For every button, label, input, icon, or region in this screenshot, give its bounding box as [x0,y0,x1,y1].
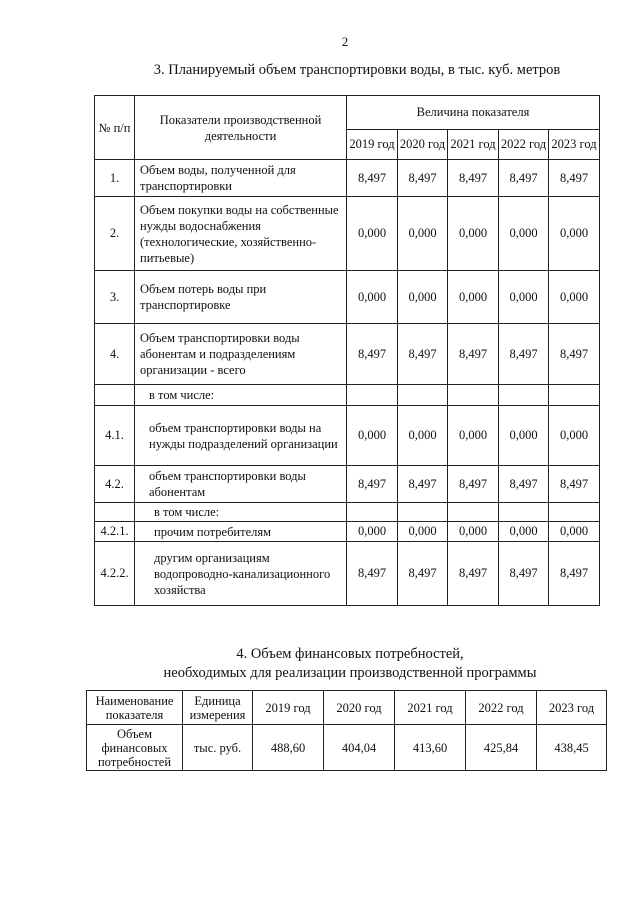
row-value: 0,000 [448,522,499,542]
row-name: в том числе: [135,503,347,522]
row-value: 8,497 [347,324,398,385]
row-name: объем транспортировки воды абонентам [135,466,347,503]
row-value: 0,000 [347,522,398,542]
financial-needs-table [86,690,607,771]
row-num: 1. [95,160,135,197]
table-row [95,466,600,503]
row-value: 425,84 [466,725,537,771]
header-name: Наименование показателя [87,691,183,725]
row-value: 0,000 [499,271,549,324]
row-value: 404,04 [324,725,395,771]
row-value: 8,497 [499,160,549,197]
row-name: Объем транспортировки воды абонентам и подразделениям организации - всего [135,324,347,385]
table-row [95,197,600,271]
row-num: 4.2.2. [95,542,135,606]
table-row [87,725,607,771]
row-value: 0,000 [398,197,448,271]
row-value: 8,497 [448,324,499,385]
row-value [448,385,499,406]
header-year: 2021 год [448,130,499,160]
table-row [95,522,600,542]
row-value [347,503,398,522]
header-year: 2020 год [324,691,395,725]
row-value [499,503,549,522]
header-year: 2020 год [398,130,448,160]
header-unit: Единица измерения [183,691,253,725]
row-value: 0,000 [499,522,549,542]
row-value: 488,60 [253,725,324,771]
row-value: 8,497 [347,160,398,197]
table-row [95,542,600,606]
section3-title: 3. Планируемый объем транспортировки воды, в тыс. куб. метров [153,62,561,78]
water-transport-table [94,95,600,606]
row-value: 8,497 [398,542,448,606]
row-value: 0,000 [398,522,448,542]
row-value: 0,000 [448,197,499,271]
row-name: Объем потерь воды при транспортировке [135,271,347,324]
row-name: Объем финансовых потребностей [87,725,183,771]
row-value: 8,497 [347,542,398,606]
row-value: 8,497 [549,466,600,503]
row-value: 0,000 [549,197,600,271]
row-value: 8,497 [347,466,398,503]
row-value: 8,497 [448,542,499,606]
row-num: 4.2.1. [95,522,135,542]
header-year: 2019 год [253,691,324,725]
page-number: 2 [341,34,349,49]
row-value: 0,000 [499,197,549,271]
header-year: 2021 год [395,691,466,725]
table-row [95,324,600,385]
header-year: 2019 год [347,130,398,160]
table-row [95,385,600,406]
section4-title-line1: 4. Объем финансовых потребностей, [236,646,464,662]
row-name: в том числе: [135,385,347,406]
row-value [549,385,600,406]
row-unit: тыс. руб. [183,725,253,771]
header-num: № п/п [95,96,135,160]
row-value: 0,000 [448,271,499,324]
row-value: 8,497 [499,324,549,385]
row-value: 0,000 [347,271,398,324]
row-value: 8,497 [499,542,549,606]
header-year: 2022 год [499,130,549,160]
row-value [347,385,398,406]
row-value [549,503,600,522]
row-value: 8,497 [398,160,448,197]
row-value: 413,60 [395,725,466,771]
section4-title-line2: необходимых для реализации производственной программы [163,665,537,681]
header-year: 2023 год [537,691,607,725]
row-num [95,503,135,522]
row-name: другим организациям водопроводно-канализационного хозяйства [135,542,347,606]
row-num: 2. [95,197,135,271]
row-name: объем транспортировки воды на нужды подразделений организации [135,406,347,466]
row-value [448,503,499,522]
table-row [95,271,600,324]
row-value [398,503,448,522]
row-value: 8,497 [448,160,499,197]
row-name: Объем покупки воды на собственные нужды водоснабжения (технологические, хозяйственно-питьевые) [135,197,347,271]
row-value: 8,497 [448,466,499,503]
row-value: 0,000 [347,197,398,271]
row-value: 0,000 [549,522,600,542]
row-value: 8,497 [549,324,600,385]
section4-title [0,645,640,683]
row-value: 0,000 [398,406,448,466]
row-value: 8,497 [499,466,549,503]
row-value [398,385,448,406]
row-value [499,385,549,406]
header-year: 2023 год [549,130,600,160]
row-value: 0,000 [448,406,499,466]
row-value: 8,497 [398,466,448,503]
row-num: 4.2. [95,466,135,503]
row-value: 0,000 [398,271,448,324]
header-value-group: Величина показателя [347,96,600,130]
row-name: прочим потребителям [135,522,347,542]
row-num: 4. [95,324,135,385]
row-value: 438,45 [537,725,607,771]
row-value: 0,000 [549,271,600,324]
header-year: 2022 год [466,691,537,725]
row-num: 4.1. [95,406,135,466]
row-num: 3. [95,271,135,324]
row-value: 8,497 [398,324,448,385]
row-value: 0,000 [347,406,398,466]
row-name: Объем воды, полученной для транспортировки [135,160,347,197]
row-value: 0,000 [549,406,600,466]
table-row [95,406,600,466]
row-num [95,385,135,406]
row-value: 0,000 [499,406,549,466]
table-row [95,503,600,522]
row-value: 8,497 [549,160,600,197]
table-row [95,160,600,197]
row-value: 8,497 [549,542,600,606]
header-indicator: Показатели производственной деятельности [135,96,347,160]
